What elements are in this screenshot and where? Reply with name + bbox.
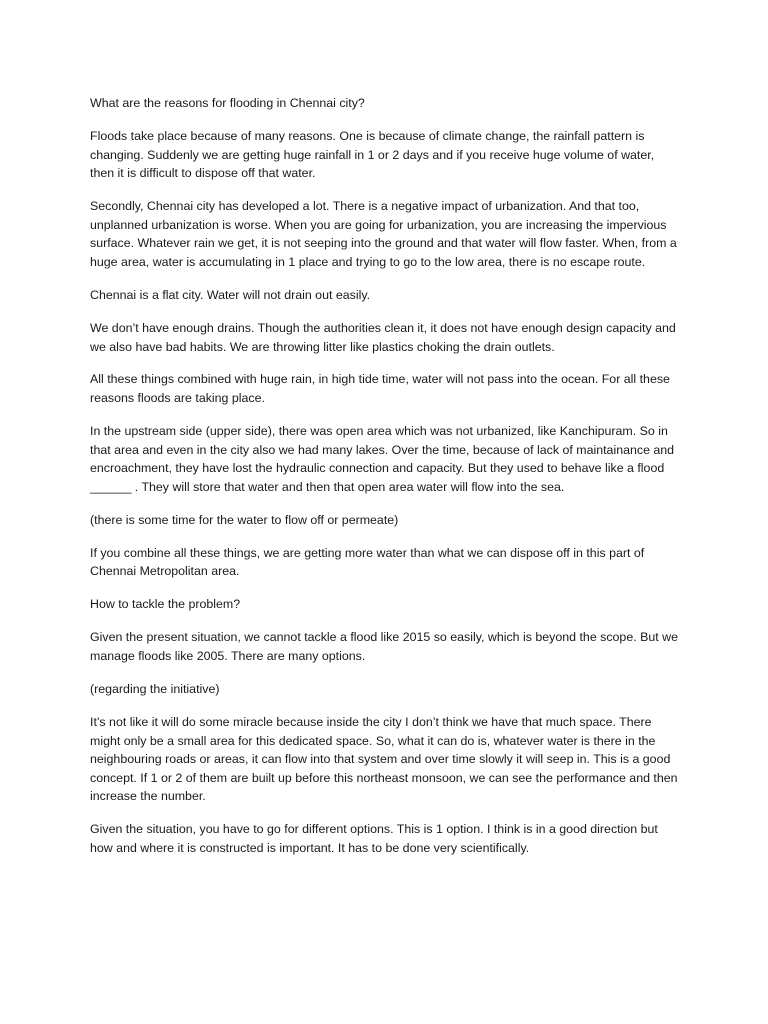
parenthetical-note: (regarding the initiative) bbox=[90, 681, 220, 696]
paragraph: Given the present situation, we cannot tackle a flood like 2015 so easily, which is beyond the scope. But we manage floods like 2005. There are many options. bbox=[90, 630, 678, 663]
question-heading: What are the reasons for flooding in Chennai city? bbox=[90, 96, 365, 110]
paragraph: Given the situation, you have to go for different options. This is 1 option. I think is in a good direction but how and where it is constructed is important. It has to be done very scientifically. bbox=[90, 822, 658, 855]
paragraph: We don’t have enough drains. Though the authorities clean it, it does not have enough design capacity and we also have bad habits. We are throwing litter like plastics choking the drain outlets. bbox=[90, 320, 676, 354]
paragraph: If you combine all these things, we are getting more water than what we can dispose off in this part of Chennai Metropolitan area. bbox=[90, 545, 645, 579]
paragraph: It’s not like it will do some miracle because inside the city I don’t think we have that much space. There might only be a small area for this dedicated space. So, what it can do is, whatever water is there in the neighbouring roads or areas, it can flow into that system and over time slowly it will seep in. This is a good concept. If 1 or 2 of them are built up before this northeast monsoon, we can see the performance and then increase the number. bbox=[90, 714, 678, 804]
paragraph: All these things combined with huge rain, in high tide time, water will not pass into the ocean. For all these reasons floods are taking place. bbox=[90, 372, 670, 406]
paragraph: Secondly, Chennai city has developed a lot. There is a negative impact of urbanization. And that too, unplanned urbanization is worse. When you are going for urbanization, you are increasing the impervious surface. Whatever rain we get, it is not seeping into the ground and that water will flow faster. When, from a huge area, water is accumulating in 1 place and trying to go to the low area, there is no escape route. bbox=[90, 199, 677, 269]
document-body bbox=[90, 94, 680, 872]
parenthetical-note: (there is some time for the water to flow off or permeate) bbox=[90, 512, 399, 527]
paragraph: Chennai is a flat city. Water will not drain out easily. bbox=[90, 287, 371, 302]
question-heading: How to tackle the problem? bbox=[90, 597, 241, 612]
paragraph: In the upstream side (upper side), there was open area which was not urbanized, like Kanchipuram. So in that area and even in the city also we had many lakes. Over the time, because of lack of maintainance and encroachment, they have lost the hydraulic connection and capacity. But they used to behave like a flood ______ . They will store that water and then that open area water will flow into the sea. bbox=[90, 424, 675, 494]
paragraph: Floods take place because of many reasons. One is because of climate change, the rainfall pattern is changing. Suddenly we are getting huge rainfall in 1 or 2 days and if you receive huge volume of water, then it is difficult to dispose off that water. bbox=[90, 128, 655, 181]
